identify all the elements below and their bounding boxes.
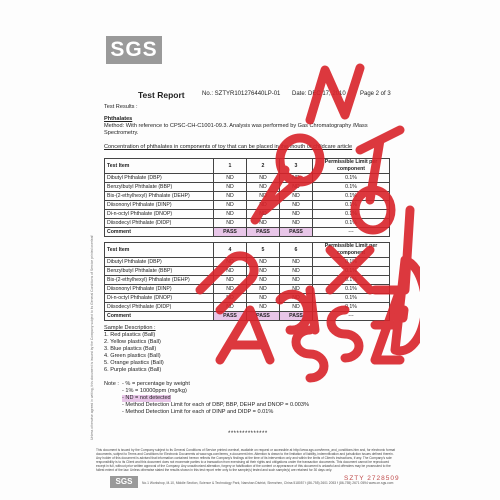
test-item-cell: Dibutyl Phthalate (DBP) <box>105 174 214 183</box>
table-row <box>105 210 390 219</box>
result-cell: ND <box>247 201 280 210</box>
comment-label: Comment <box>105 312 214 321</box>
limit-cell: 0.1% <box>313 303 390 312</box>
concentration-heading: Concentration of phthalates in components of toy that can be placed in the mouth or childcare article <box>104 144 353 150</box>
column-header: 6 <box>280 243 313 258</box>
limit-cell: 0.1% <box>313 258 390 267</box>
result-cell: ND <box>280 219 313 228</box>
limit-cell: 0.1% <box>313 210 390 219</box>
result-cell: ND <box>280 183 313 192</box>
company-address: No.1 Workshop, M-10, Middle Section, Science & Technology Park, Nanshan District, Shenzhen, China 518057 t (86-755) 2601 2053 f (86-755) 2671 0594 www.cn.sgs.com <box>142 481 394 485</box>
limit-cell: 0.1% <box>313 294 390 303</box>
result-cell: ND <box>214 174 247 183</box>
result-cell: ND <box>280 294 313 303</box>
limit-cell: 0.1% <box>313 285 390 294</box>
test-item-cell: Diisodecyl Phthalate (DIDP) <box>105 219 214 228</box>
note-line: - % = percentage by weight <box>122 381 190 387</box>
result-cell: ND <box>280 258 313 267</box>
note-line: - Method Detection Limit for each of DBP, BBP, DEHP and DNOP = 0.003% <box>122 402 309 408</box>
sample-item: 2. Yellow plastics (Ball) <box>104 339 161 345</box>
test-item-cell: Diisononyl Phthalate (DINP) <box>105 285 214 294</box>
sample-item: 6. Purple plastics (Ball) <box>104 367 162 373</box>
result-cell: ND <box>247 258 280 267</box>
report-date: Date: DEC 17, 2010 <box>292 91 346 97</box>
limit-cell: 0.1% <box>313 219 390 228</box>
comment-label: Comment <box>105 228 214 237</box>
result-cell: ND <box>214 276 247 285</box>
result-cell: ND <box>247 267 280 276</box>
table-header-row <box>105 159 390 174</box>
table-row <box>105 294 390 303</box>
result-cell: ND <box>280 267 313 276</box>
sample-item: 5. Orange plastics (Ball) <box>104 360 164 366</box>
report-number: No.: SZTYR101276440LP-01 <box>202 91 281 97</box>
column-header: Test Item <box>105 159 214 174</box>
test-item-cell: Bis-(2-ethylhexyl) Phthalate (DEHP) <box>105 276 214 285</box>
note-line: - Method Detection Limit for each of DINP and DIDP = 0.01% <box>122 409 274 415</box>
result-cell: ND <box>214 192 247 201</box>
pass-badge: PASS <box>247 312 280 321</box>
side-disclaimer <box>90 110 96 470</box>
column-header: 4 <box>214 243 247 258</box>
result-cell: ND <box>247 285 280 294</box>
result-cell: ND <box>280 285 313 294</box>
test-item-cell: Bis-(2-ethylhexyl) Phthalate (DEHP) <box>105 192 214 201</box>
comment-row <box>105 312 390 321</box>
report-title: Test Report <box>138 90 185 100</box>
result-cell: ND <box>280 210 313 219</box>
sample-item: 4. Green plastics (Ball) <box>104 353 161 359</box>
page-number: Page 2 of 3 <box>360 91 391 97</box>
table-row <box>105 276 390 285</box>
note-label: Note : <box>104 381 119 387</box>
sgs-footer-logo: SGS <box>110 476 138 488</box>
comment-row <box>105 228 390 237</box>
stamp-stroke-excl <box>403 210 410 318</box>
column-header: 5 <box>247 243 280 258</box>
pass-badge: PASS <box>280 228 313 237</box>
result-cell: ND <box>247 174 280 183</box>
results-table-1 <box>104 158 390 237</box>
result-cell: ND <box>280 276 313 285</box>
sgs-logo: SGS <box>106 36 162 64</box>
result-cell: ND <box>247 183 280 192</box>
serial-number: SZTY 2728509 <box>344 475 400 482</box>
result-cell: ND <box>247 294 280 303</box>
result-cell: ND <box>214 183 247 192</box>
result-cell: ND <box>280 201 313 210</box>
result-cell: ND <box>214 294 247 303</box>
phthalates-heading: Phthalates <box>104 116 133 122</box>
sample-description-heading: Sample Description : <box>104 325 156 331</box>
result-cell: ND <box>247 210 280 219</box>
table-row <box>105 303 390 312</box>
test-item-cell: Di-n-octyl Phthalate (DNOP) <box>105 210 214 219</box>
result-cell: ND <box>280 303 313 312</box>
column-header: Permissible Limit per component <box>313 159 390 174</box>
table-row <box>105 267 390 276</box>
table-row <box>105 183 390 192</box>
note-line: - 1% = 10000ppm (mg/kg) <box>122 388 187 394</box>
report-header <box>0 90 500 104</box>
test-item-cell: Di-n-octyl Phthalate (DNOP) <box>105 294 214 303</box>
result-cell: ND <box>214 201 247 210</box>
results-table-2 <box>104 242 390 321</box>
limit-cell: 0.1% <box>313 174 390 183</box>
result-cell: ND <box>214 219 247 228</box>
result-cell: ND <box>214 258 247 267</box>
column-header: Test Item <box>105 243 214 258</box>
table-row <box>105 258 390 267</box>
column-header: 3 <box>280 159 313 174</box>
limit-cell: 0.1% <box>313 276 390 285</box>
table-row <box>105 285 390 294</box>
side-disclaimer-text: Unless otherwise agreed in writing, this document is issued by the Company subject to its General Conditions of Service printed overleaf <box>90 235 94 440</box>
note-line-highlighted: - ND = not detected <box>122 395 171 401</box>
test-item-cell: Diisononyl Phthalate (DINP) <box>105 201 214 210</box>
method-line-2: Spectrometry. <box>104 130 139 136</box>
result-cell: ND <box>214 285 247 294</box>
test-item-cell: Benzylbutyl Phthalate (BBP) <box>105 183 214 192</box>
table-header-row <box>105 243 390 258</box>
table-row <box>105 192 390 201</box>
limit-cell: 0.1% <box>313 192 390 201</box>
stamp-stroke-s1 <box>296 330 324 378</box>
column-header: 1 <box>214 159 247 174</box>
sample-item: 3. Blue plastics (Ball) <box>104 346 157 352</box>
result-cell: ND <box>280 174 313 183</box>
result-cell: ND <box>247 192 280 201</box>
result-cell: ND <box>214 303 247 312</box>
method-line-1: Method: With reference to CPSC-CH-C1001-09.3. Analysis was performed by Gas Chromatography /Mass <box>104 123 368 129</box>
limit-cell: --- <box>313 228 390 237</box>
result-cell: ND <box>280 192 313 201</box>
pass-badge: PASS <box>214 312 247 321</box>
test-item-cell: Diisodecyl Phthalate (DIDP) <box>105 303 214 312</box>
limit-cell: 0.1% <box>313 267 390 276</box>
pass-badge: PASS <box>247 228 280 237</box>
pass-badge: PASS <box>214 228 247 237</box>
sample-item: 1. Red plastics (Ball) <box>104 332 156 338</box>
table-row <box>105 201 390 210</box>
table-row <box>105 174 390 183</box>
result-cell: ND <box>214 267 247 276</box>
result-cell: ND <box>247 219 280 228</box>
column-header: Permissible Limit per component <box>313 243 390 258</box>
test-item-cell: Dibutyl Phthalate (DBP) <box>105 258 214 267</box>
table-row <box>105 219 390 228</box>
test-item-cell: Benzylbutyl Phthalate (BBP) <box>105 267 214 276</box>
pass-badge: PASS <box>280 312 313 321</box>
stamp-stroke-d <box>395 260 420 351</box>
column-header: 2 <box>247 159 280 174</box>
limit-cell: 0.1% <box>313 201 390 210</box>
end-of-report-marker: ************** <box>228 431 268 437</box>
limit-cell: --- <box>313 312 390 321</box>
limit-cell: 0.1% <box>313 183 390 192</box>
result-cell: ND <box>247 303 280 312</box>
result-cell: ND <box>247 276 280 285</box>
test-results-label: Test Results : <box>104 104 138 110</box>
result-cell: ND <box>214 210 247 219</box>
legal-disclaimer: This document is issued by the Company subject to its General Conditions of Service printed overleaf, available on request or accessible at http://www.sgs.com/terms_and_conditions.htm and, for electronic format documents, subject to Terms and Conditions for Electronic Documents at www.sgs.com/terms_e-document.htm. Attention is drawn to the limitation of liability, indemnification and jurisdiction issues defined therein. Any holder of this document is advised that information contained hereon reflects the Company's findings at the time of its intervention only and within the limits of Client's instructions, if any. The Company's sole responsibility is to its Client and this document does not exonerate parties to a transaction from exercising all their rights and obligations under the transaction documents. This document cannot be reproduced except in full, without prior written approval of the Company. Any unauthorized alteration, forgery or falsification of the content or appearance of this document is unlawful and offenders may be prosecuted to the fullest extent of the law. Unless otherwise stated the results shown in this test report refer only to the sample(s) tested and such sample(s) are retained for 30 days only. <box>96 448 396 472</box>
